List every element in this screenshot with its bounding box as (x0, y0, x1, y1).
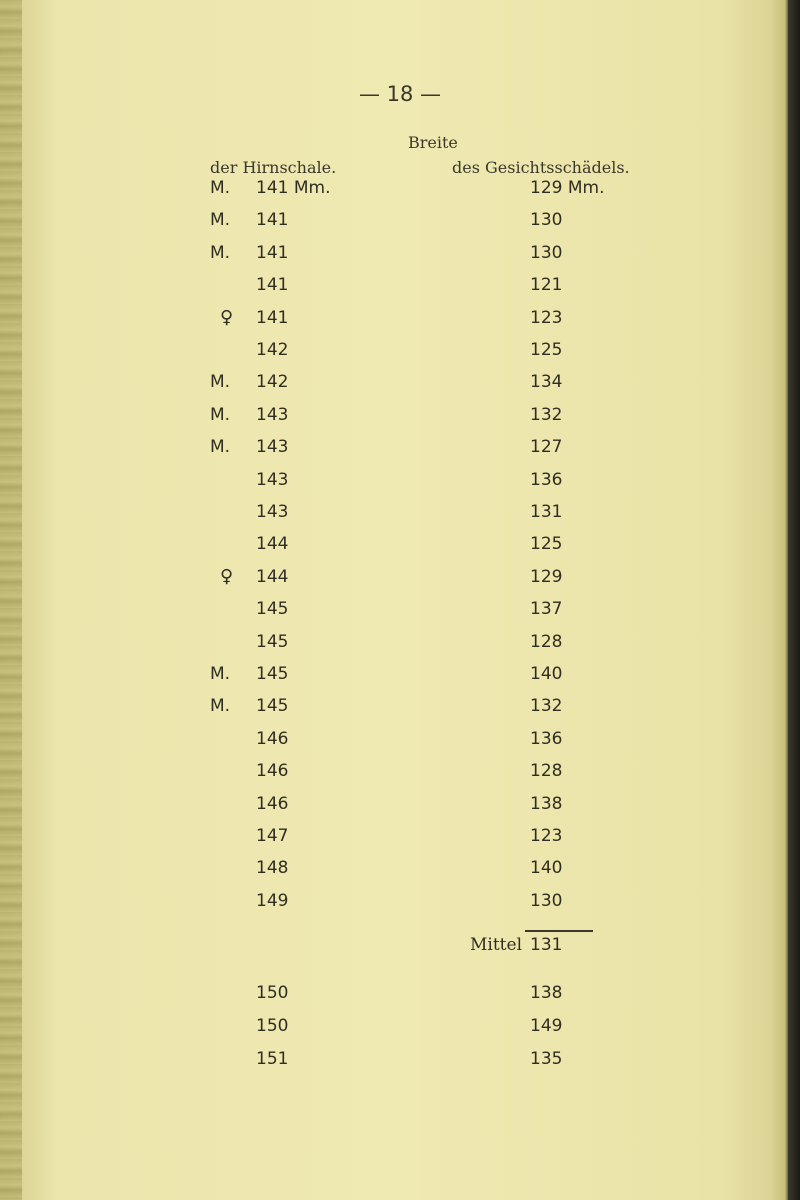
hirnschale-value: 144 (256, 567, 289, 587)
row-prefix: ♀ (220, 566, 234, 587)
row-prefix: M. (210, 405, 231, 425)
gesichtsschaedel-value: 128 (530, 632, 563, 652)
header-gesichtsschaedel: des Gesichtsschädels. (452, 158, 630, 177)
row-prefix: M. (210, 696, 231, 716)
gesichtsschaedel-value: 130 (530, 210, 563, 230)
gesichtsschaedel-value: 130 (530, 243, 563, 263)
hirnschale-value: 147 (256, 826, 289, 846)
gesichtsschaedel-value: 134 (530, 372, 563, 392)
gesichtsschaedel-value: 136 (530, 729, 563, 749)
hirnschale-value: 146 (256, 794, 289, 814)
hirnschale-value: 146 (256, 761, 289, 781)
hirnschale-value: 151 (256, 1049, 289, 1069)
hirnschale-value: 145 (256, 599, 289, 619)
gesichtsschaedel-value: 149 (530, 1016, 563, 1036)
hirnschale-value: 150 (256, 1016, 289, 1036)
row-prefix: ♀ (220, 307, 234, 328)
hirnschale-value: 141 Mm. (256, 178, 331, 198)
gesichtsschaedel-value: 123 (530, 308, 563, 328)
gesichtsschaedel-value: 125 (530, 534, 563, 554)
hirnschale-value: 148 (256, 858, 289, 878)
hirnschale-value: 141 (256, 243, 289, 263)
hirnschale-value: 145 (256, 696, 289, 716)
hirnschale-value: 142 (256, 372, 289, 392)
hirnschale-value: 143 (256, 437, 289, 457)
gesichtsschaedel-value: 136 (530, 470, 563, 490)
gesichtsschaedel-value: 138 (530, 983, 563, 1003)
row-prefix: M. (210, 372, 231, 392)
gesichtsschaedel-value: 132 (530, 405, 563, 425)
mittel-value: 131 (530, 935, 563, 955)
gesichtsschaedel-value: 121 (530, 275, 563, 295)
hirnschale-value: 144 (256, 534, 289, 554)
gesichtsschaedel-value: 129 Mm. (530, 178, 605, 198)
hirnschale-value: 145 (256, 632, 289, 652)
row-prefix: M. (210, 210, 231, 230)
hirnschale-value: 143 (256, 502, 289, 522)
gesichtsschaedel-value: 131 (530, 502, 563, 522)
hirnschale-value: 141 (256, 210, 289, 230)
gesichtsschaedel-value: 128 (530, 761, 563, 781)
row-prefix: M. (210, 178, 231, 198)
hirnschale-value: 143 (256, 470, 289, 490)
hirnschale-value: 150 (256, 983, 289, 1003)
header-hirnschale: der Hirnschale. (210, 158, 337, 177)
hirnschale-value: 149 (256, 891, 289, 911)
gesichtsschaedel-value: 135 (530, 1049, 563, 1069)
gesichtsschaedel-value: 123 (530, 826, 563, 846)
gesichtsschaedel-value: 127 (530, 437, 563, 457)
page-number: — 18 — (358, 82, 442, 106)
hirnschale-value: 143 (256, 405, 289, 425)
hirnschale-value: 141 (256, 275, 289, 295)
gesichtsschaedel-value: 125 (530, 340, 563, 360)
hirnschale-value: 146 (256, 729, 289, 749)
mittel-label: Mittel (470, 935, 523, 955)
book-binding-edge (0, 0, 22, 1200)
header-breite: Breite (408, 133, 458, 152)
gesichtsschaedel-value: 132 (530, 696, 563, 716)
hirnschale-value: 141 (256, 308, 289, 328)
page-right-edge (788, 0, 800, 1200)
gesichtsschaedel-value: 140 (530, 858, 563, 878)
gesichtsschaedel-value: 129 (530, 567, 563, 587)
hirnschale-value: 145 (256, 664, 289, 684)
gesichtsschaedel-value: 137 (530, 599, 563, 619)
row-prefix: M. (210, 437, 231, 457)
gesichtsschaedel-value: 140 (530, 664, 563, 684)
gesichtsschaedel-value: 130 (530, 891, 563, 911)
row-prefix: M. (210, 664, 231, 684)
hirnschale-value: 142 (256, 340, 289, 360)
row-prefix: M. (210, 243, 231, 263)
gesichtsschaedel-value: 138 (530, 794, 563, 814)
